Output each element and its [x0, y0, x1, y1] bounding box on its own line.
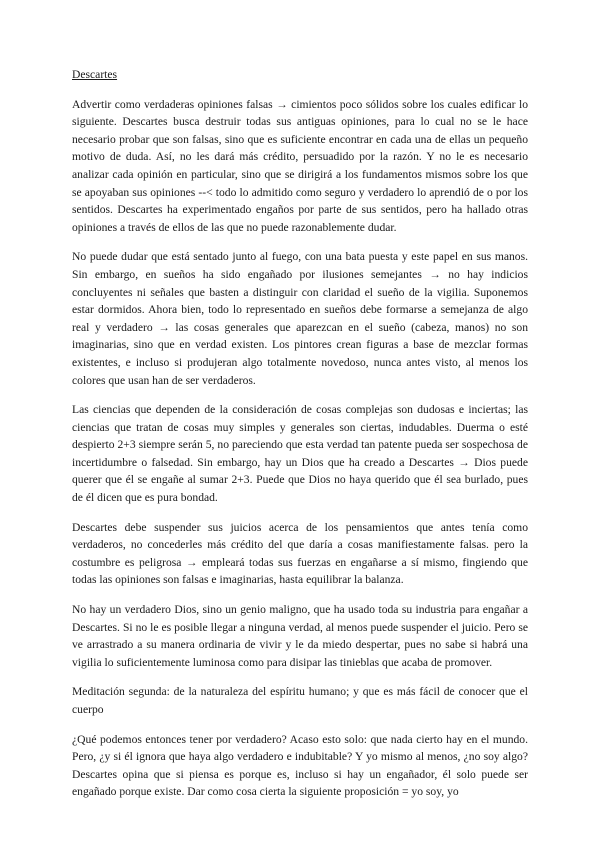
paragraph-2: No puede dudar que está sentado junto al fuego, con una bata puesta y este papel en sus manos. Sin embargo, en sueños ha sido engañado por ilusiones semejantes → no hay indicios concluyentes ni señales que basten a distinguir con claridad el sueño de la vigilia. Suponemos estar dormidos. Ahora bien, todo lo representado en sueños debe formarse a semejanza de algo real y verdadero → las cosas generales que aparezcan en el sueño (cabeza, manos) no son imaginarias, sino que en verdad existen. Los pintores crean figuras a base de mezclar formas existentes, e incluso si produjeran algo totalmente novedoso, nunca antes visto, al menos los colores que usan han de ser verdaderos.	[72, 250, 528, 387]
section-heading-meditacion-segunda: Meditación segunda: de la naturaleza del espíritu humano; y que es más fácil de conocer que el cuerpo	[72, 685, 528, 716]
document-page	[72, 66, 528, 801]
paragraph-1: Advertir como verdaderas opiniones falsas → cimientos poco sólidos sobre los cuales edificar lo siguiente. Descartes busca destruir todas sus antiguas opiniones, para lo cual no se le hace necesario probar que son falsas, sino que es suficiente encontrar en cada una de ellas un pequeño motivo de duda. Así, no les dará más crédito, persuadido por la razón. Y no le es necesario analizar cada opinión en particular, sino que se dirigirá a los fundamentos mismos sobre los que se apoyaban sus opiniones --< todo lo admitido como seguro y verdadero lo aprendió de o por los sentidos. Descartes ha experimentado engaños por parte de sus sentidos, pero ha hallado otras opiniones a través de ellos de las que no puede razonablemente dudar.	[72, 97, 528, 234]
document-title: Descartes	[72, 68, 118, 81]
paragraph-6: ¿Qué podemos entonces tener por verdadero? Acaso esto solo: que nada cierto hay en el mundo. Pero, ¿y si él ignora que haya algo verdadero e indubitable? Y yo mismo al menos, ¿no soy algo? Descartes opina que si piensa es porque es, incluso si hay un engañador, él solo puede ser engañado porque existe. Dar como cosa cierta la siguiente proposición = yo soy, yo	[72, 732, 528, 799]
paragraph-3: Las ciencias que dependen de la consideración de cosas complejas son dudosas e inciertas; las ciencias que tratan de cosas muy simples y generales son ciertas, indudables. Duerma o esté despierto 2+3 siempre serán 5, no pareciendo que esta verdad tan patente pueda ser sospechosa de incertidumbre o falsedad. Sin embargo, hay un Dios que ha creado a Descartes → Dios puede querer que él se engañe al sumar 2+3. Puede que Dios no haya querido que él sea burlado, pues de él dicen que es pura bondad.	[72, 403, 528, 505]
paragraph-5: No hay un verdadero Dios, sino un genio maligno, que ha usado toda su industria para engañar a Descartes. Si no le es posible llegar a ninguna verdad, al menos puede suspender el juicio. Pero se ve arrastrado a su manera ordinaria de vivir y le da miedo despertar, pues no sabe si habrá una vigilia lo suficientemente luminosa como para disipar las tinieblas que acaba de promover.	[72, 603, 528, 669]
paragraph-4: Descartes debe suspender sus juicios acerca de los pensamientos que antes tenía como verdaderos, no concederles más crédito del que daría a cosas manifiestamente falsas. pero la costumbre es peligrosa → empleará todas sus fuerzas en engañarse a sí mismo, fingiendo que todas las opiniones son falsas e imaginarias, hasta equilibrar la balanza.	[72, 520, 528, 587]
